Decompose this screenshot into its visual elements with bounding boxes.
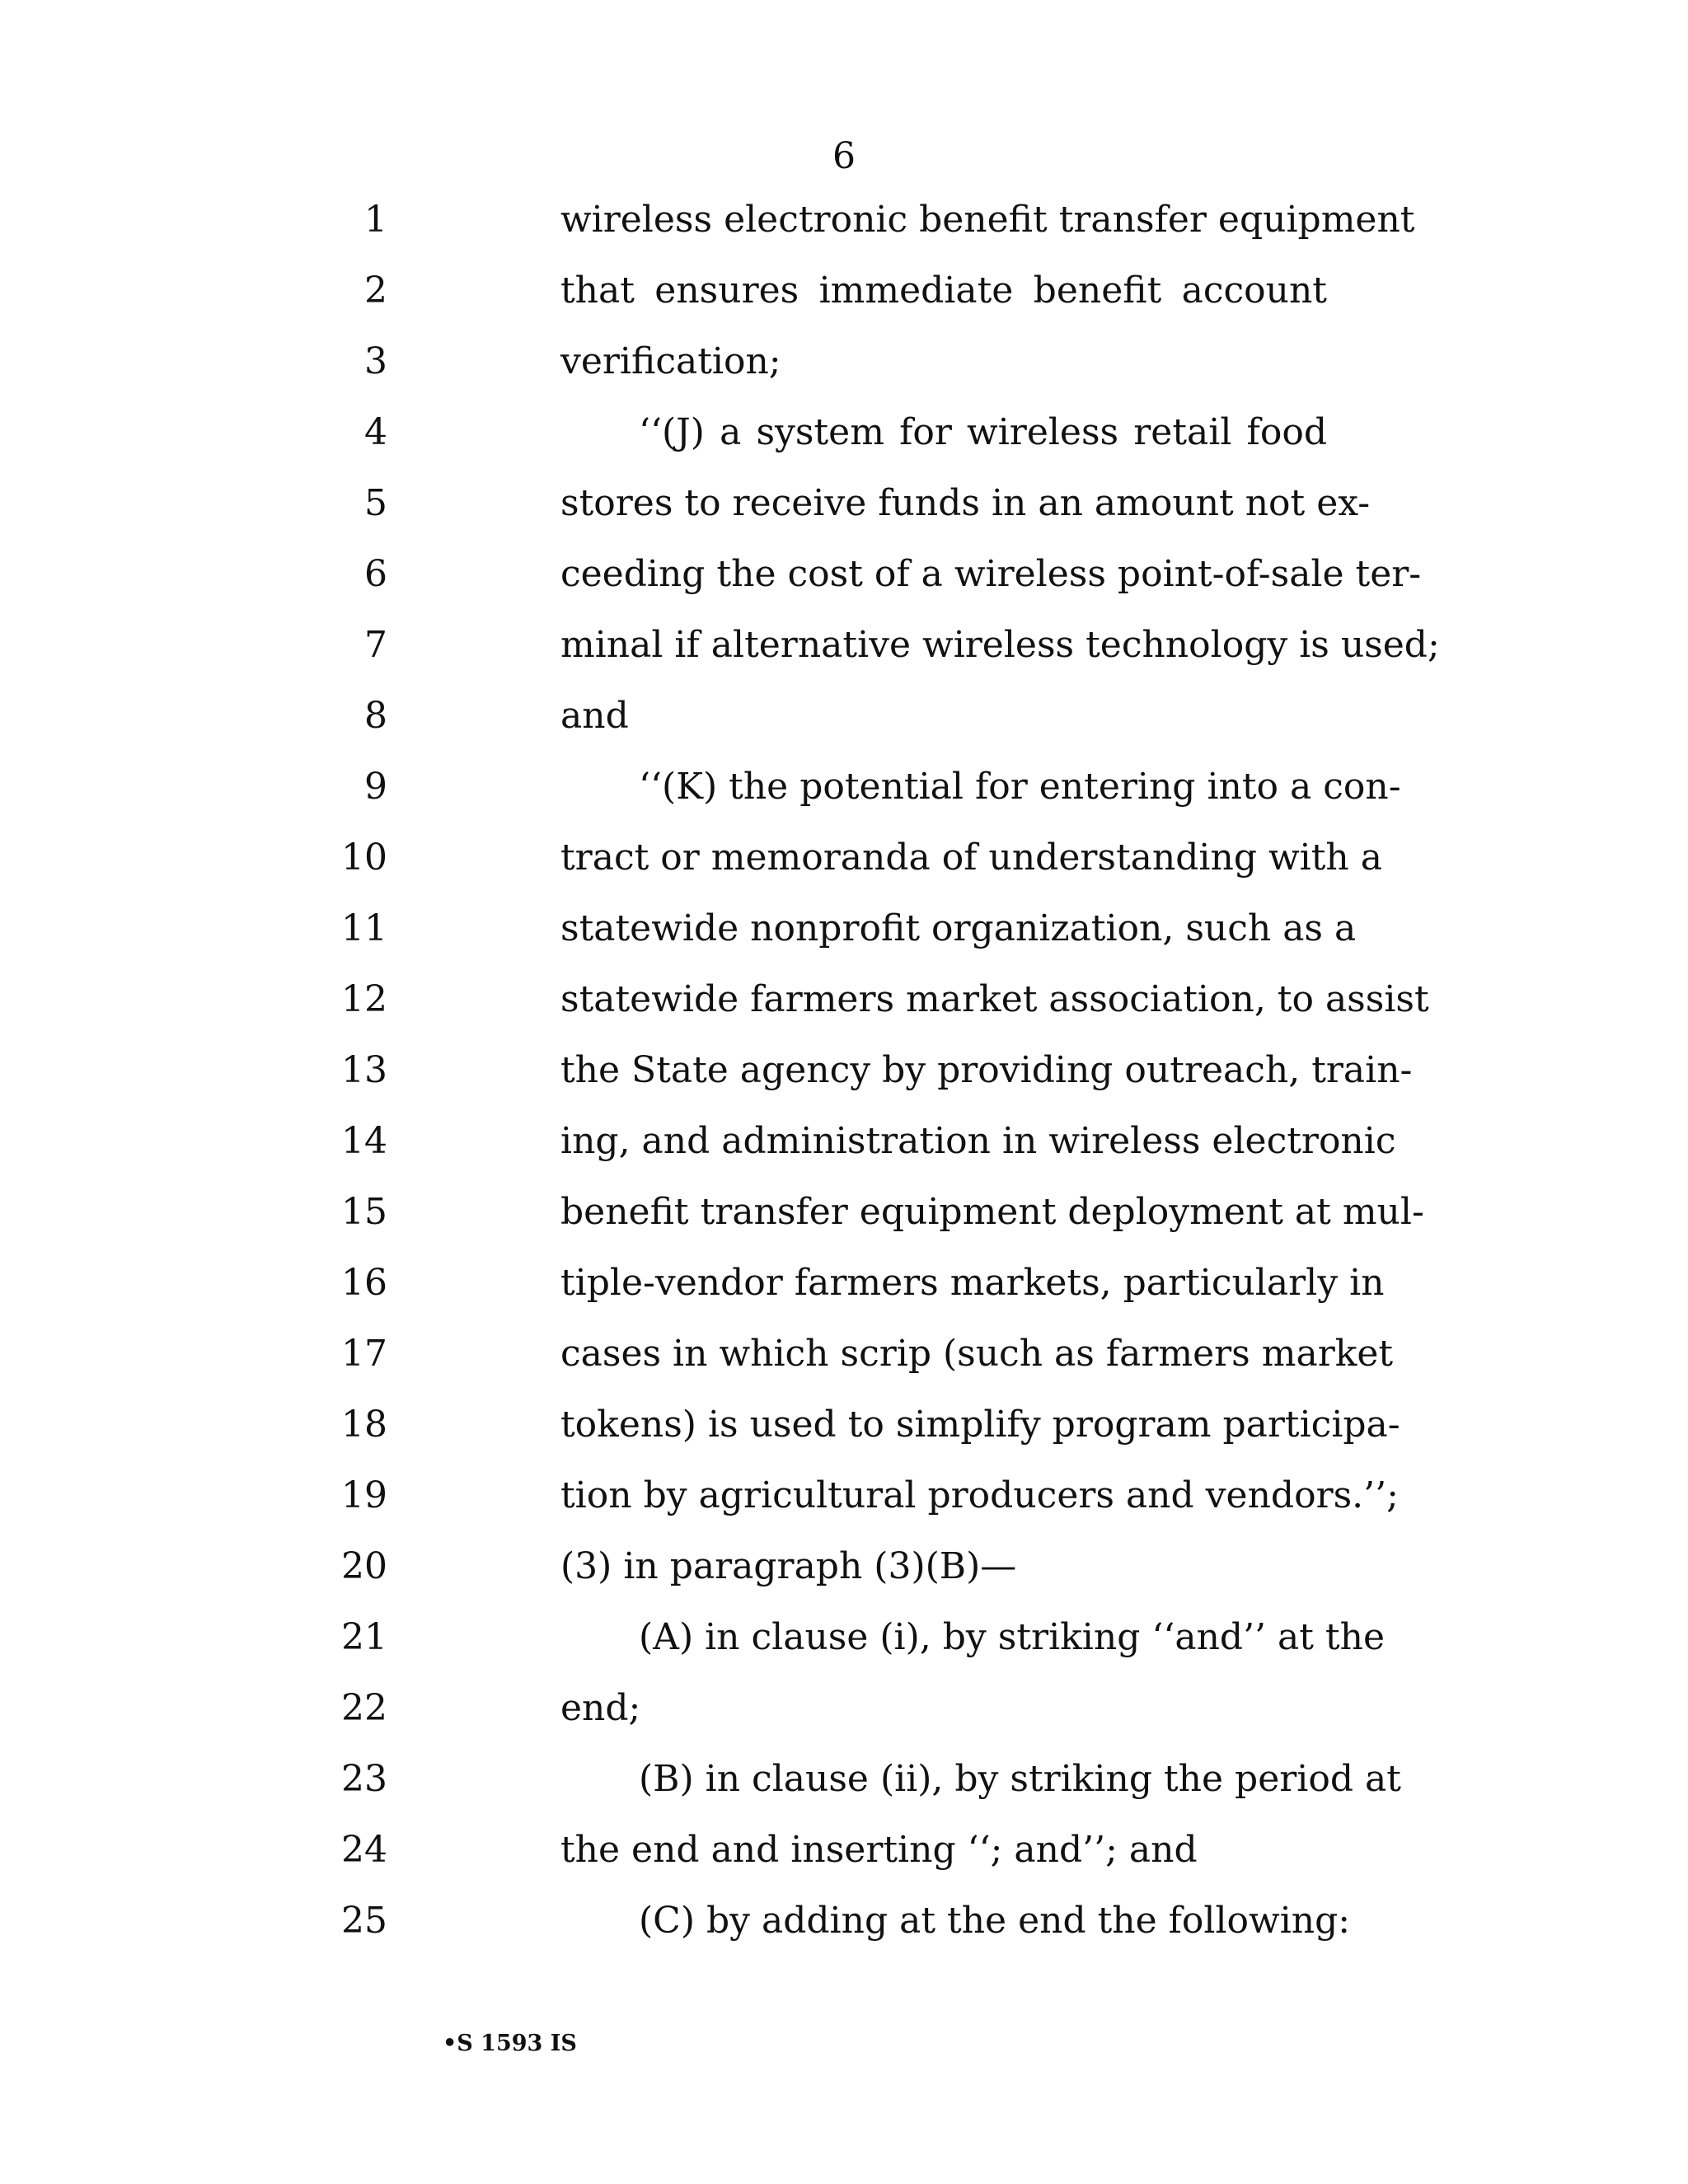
line-text: statewide farmers market association, to assist xyxy=(560,978,1429,1020)
line-number: 14 xyxy=(341,1120,387,1162)
text-line xyxy=(0,1258,1688,1329)
line-text: ceeding the cost of a wireless point-of-sale ter- xyxy=(560,553,1422,595)
line-number: 10 xyxy=(341,837,387,879)
line-text: cases in which scrip (such as farmers market xyxy=(560,1333,1394,1375)
text-line xyxy=(0,337,1688,408)
line-number: 24 xyxy=(341,1829,387,1871)
line-number: 23 xyxy=(341,1758,387,1800)
text-line xyxy=(0,195,1688,266)
line-number: 7 xyxy=(364,624,387,666)
line-text: (A) in clause (i), by striking ‘‘and’’ at the xyxy=(639,1616,1385,1658)
text-line xyxy=(0,975,1688,1046)
line-text: the end and inserting ‘‘; and’’; and xyxy=(560,1829,1198,1871)
line-text: end; xyxy=(560,1687,641,1729)
line-text: (3) in paragraph (3)(B)— xyxy=(560,1545,1017,1587)
line-number: 3 xyxy=(364,340,387,382)
line-text: that ensures immediate benefit account xyxy=(560,269,1327,312)
line-number: 1 xyxy=(364,199,387,241)
text-line xyxy=(0,479,1688,550)
line-text: and xyxy=(560,695,629,737)
text-line xyxy=(0,1188,1688,1258)
line-number: 2 xyxy=(364,269,387,312)
text-line xyxy=(0,408,1688,479)
line-text: tokens) is used to simplify program participa- xyxy=(560,1404,1400,1446)
text-line xyxy=(0,1329,1688,1400)
text-line xyxy=(0,1046,1688,1117)
text-line xyxy=(0,904,1688,975)
line-number: 21 xyxy=(341,1616,387,1658)
text-line xyxy=(0,833,1688,904)
text-line xyxy=(0,1896,1688,1967)
text-line xyxy=(0,621,1688,691)
line-number: 6 xyxy=(364,553,387,595)
text-line xyxy=(0,762,1688,833)
line-number: 13 xyxy=(341,1049,387,1091)
line-number: 17 xyxy=(341,1333,387,1375)
line-number: 12 xyxy=(341,978,387,1020)
line-text: wireless electronic benefit transfer equipment xyxy=(560,199,1415,241)
text-line xyxy=(0,1400,1688,1471)
text-line xyxy=(0,1825,1688,1896)
line-text: tiple-vendor farmers markets, particularly in xyxy=(560,1262,1385,1304)
line-text: minal if alternative wireless technology is used; xyxy=(560,624,1440,666)
text-line xyxy=(0,266,1688,337)
page-number: 6 xyxy=(832,135,856,177)
text-line xyxy=(0,691,1688,762)
line-text: ‘‘(K) the potential for entering into a con- xyxy=(639,766,1401,808)
bill-identifier: •S 1593 IS xyxy=(443,2031,577,2056)
line-text: tion by agricultural producers and vendors.’’; xyxy=(560,1474,1399,1516)
line-number: 25 xyxy=(341,1900,387,1942)
line-text: stores to receive funds in an amount not ex- xyxy=(560,482,1371,524)
line-text: the State agency by providing outreach, train- xyxy=(560,1049,1413,1091)
line-number: 20 xyxy=(341,1545,387,1587)
line-number: 9 xyxy=(364,766,387,808)
line-number: 11 xyxy=(341,907,387,949)
line-number: 5 xyxy=(364,482,387,524)
line-text: statewide nonprofit organization, such as a xyxy=(560,907,1357,949)
line-number: 4 xyxy=(364,411,387,453)
line-text: (C) by adding at the end the following: xyxy=(639,1900,1351,1942)
text-line xyxy=(0,550,1688,621)
line-text: tract or memoranda of understanding with a xyxy=(560,837,1382,879)
text-line xyxy=(0,1542,1688,1613)
text-line xyxy=(0,1117,1688,1188)
line-number: 15 xyxy=(341,1191,387,1233)
text-line xyxy=(0,1613,1688,1684)
text-line xyxy=(0,1684,1688,1755)
line-text: ing, and administration in wireless electronic xyxy=(560,1120,1396,1162)
bill-text xyxy=(0,195,1688,1967)
line-number: 18 xyxy=(341,1404,387,1446)
line-text: ‘‘(J) a system for wireless retail food xyxy=(639,411,1327,453)
line-text: verification; xyxy=(560,340,781,382)
line-number: 16 xyxy=(341,1262,387,1304)
line-number: 19 xyxy=(341,1474,387,1516)
line-text: (B) in clause (ii), by striking the period at xyxy=(639,1758,1401,1800)
text-line xyxy=(0,1755,1688,1825)
text-line xyxy=(0,1471,1688,1542)
line-number: 8 xyxy=(364,695,387,737)
line-number: 22 xyxy=(341,1687,387,1729)
line-text: benefit transfer equipment deployment at mul- xyxy=(560,1191,1424,1233)
